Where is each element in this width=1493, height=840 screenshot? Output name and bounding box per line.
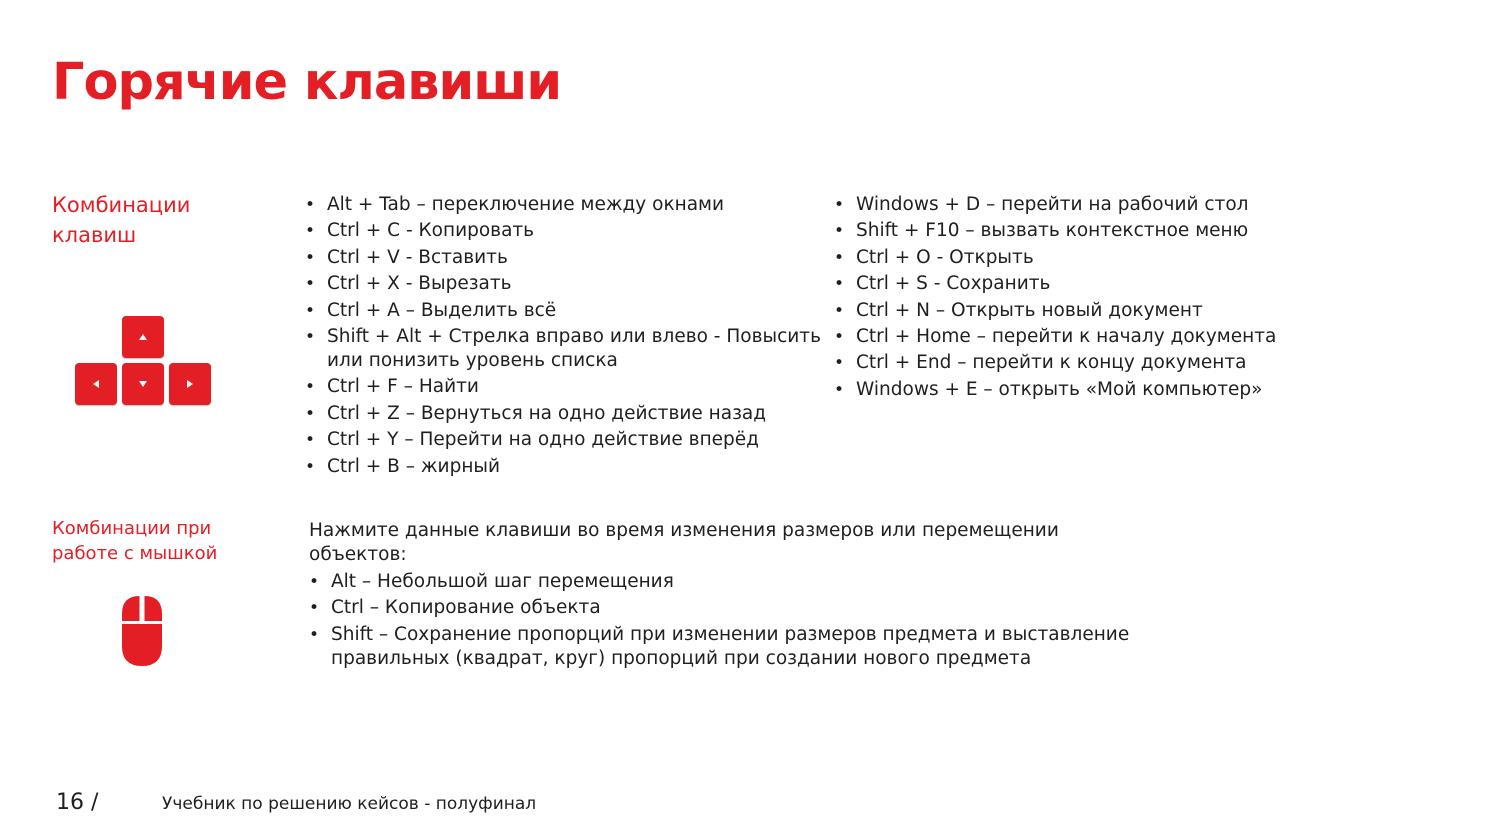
mouse-section-intro: Нажмите данные клавиши во время изменения размеров или перемещении объектов:	[309, 520, 1059, 565]
arrow-up-key-icon	[122, 316, 164, 358]
arrow-left-key-icon	[75, 363, 117, 405]
shortcut-item: • Ctrl + A – Выделить всё	[305, 299, 825, 323]
mouse-icon	[118, 594, 166, 668]
shortcut-item: • Ctrl + Home – перейти к началу документа	[834, 325, 1304, 349]
shortcut-item: • Ctrl + Y – Перейти на одно действие вперёд	[305, 428, 825, 452]
shortcut-item: • Ctrl + B – жирный	[305, 455, 825, 479]
shortcut-item: • Ctrl + Z – Вернуться на одно действие назад	[305, 402, 825, 426]
shortcut-item: • Ctrl + C - Копировать	[305, 219, 825, 243]
shortcut-item: • Ctrl + End – перейти к концу документа	[834, 351, 1304, 375]
page-title: Горячие клавиши	[52, 53, 562, 112]
shortcut-item: • Ctrl + X - Вырезать	[305, 272, 825, 296]
shortcut-item: • Windows + D – перейти на рабочий стол	[834, 193, 1304, 217]
shortcut-item: • Shift + Alt + Стрелка вправо или влево - Повысить или понизить уровень списка	[305, 325, 825, 373]
shortcut-item: • Ctrl + S - Сохранить	[834, 272, 1304, 296]
shortcut-item: • Shift + F10 – вызвать контекстное меню	[834, 219, 1304, 243]
mouse-section-label: Комбинации при работе с мышкой	[52, 518, 218, 564]
shortcut-item: • Ctrl + V - Вставить	[305, 246, 825, 270]
footer-text: Учебник по решению кейсов - полуфинал	[162, 794, 537, 814]
arrow-right-key-icon	[169, 363, 211, 405]
shortcut-item: • Ctrl + F – Найти	[305, 375, 825, 399]
page-number: 16 /	[56, 790, 99, 815]
shortcut-item: • Ctrl + N – Открыть новый документ	[834, 299, 1304, 323]
keyboard-shortcuts-column-2	[834, 193, 1304, 404]
arrow-keys-icon	[75, 316, 211, 406]
modifier-item: • Alt – Небольшой шаг перемещения	[309, 570, 1149, 594]
modifier-item: • Shift – Сохранение пропорций при изменении размеров предмета и выставление правильных (квадрат, круг) пропорций при создании нового предмета	[309, 623, 1149, 671]
modifier-item: • Ctrl – Копирование объекта	[309, 596, 1149, 620]
shortcut-item: • Windows + E – открыть «Мой компьютер»	[834, 378, 1304, 402]
shortcut-item: • Ctrl + O - Открыть	[834, 246, 1304, 270]
keyboard-section-label: Комбинации клавиш	[52, 193, 191, 247]
keyboard-shortcuts-column-1	[305, 193, 825, 481]
mouse-modifiers-list	[309, 570, 1149, 673]
shortcut-item: • Alt + Tab – переключение между окнами	[305, 193, 825, 217]
arrow-down-key-icon	[122, 363, 164, 405]
